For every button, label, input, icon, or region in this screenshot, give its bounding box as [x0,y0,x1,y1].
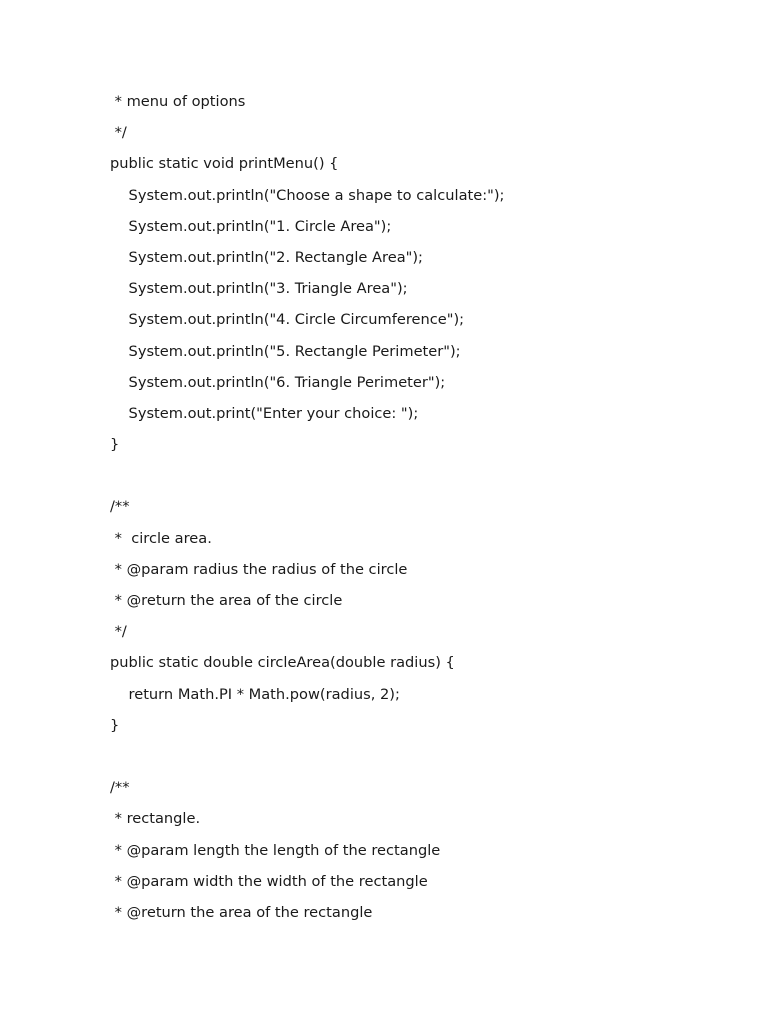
code-line: System.out.println("Choose a shape to calculate:"); [110,186,505,204]
code-line: public static void printMenu() { [110,155,339,173]
code-line: } [110,436,120,454]
code-line: * @return the area of the circle [110,592,343,609]
code-line: /** [110,498,130,516]
code-line: * @param radius the radius of the circle [110,560,408,578]
code-line: * @return the area of the rectangle [110,903,373,921]
code-line: public static double circleArea(double radius) { [110,654,455,672]
code-line: } [110,716,120,734]
code-line: /** [110,779,130,797]
code-line: System.out.println("1. Circle Area"); [110,217,392,235]
code-line: System.out.println("4. Circle Circumference"); [110,311,465,329]
blank-line [110,460,750,491]
code-line: * menu of options [110,93,246,110]
code-line: * @param length the length of the rectangle [110,841,441,859]
blank-line [110,741,750,772]
code-line: */ [110,623,127,641]
code-line: System.out.println("6. Triangle Perimeter"); [110,373,446,391]
code-line: return Math.PI * Math.pow(radius, 2); [110,685,400,703]
code-line: System.out.println("3. Triangle Area"); [110,280,408,298]
code-line: * @param width the width of the rectangle [110,872,428,890]
code-line: * rectangle. [110,810,201,828]
code-line: System.out.println("2. Rectangle Area"); [110,248,423,266]
code-line: */ [110,124,127,142]
code-line: * circle area. [110,529,212,547]
code-listing [110,86,750,928]
code-line: System.out.print("Enter your choice: "); [110,404,419,422]
code-line: System.out.println("5. Rectangle Perimeter"); [110,342,461,360]
